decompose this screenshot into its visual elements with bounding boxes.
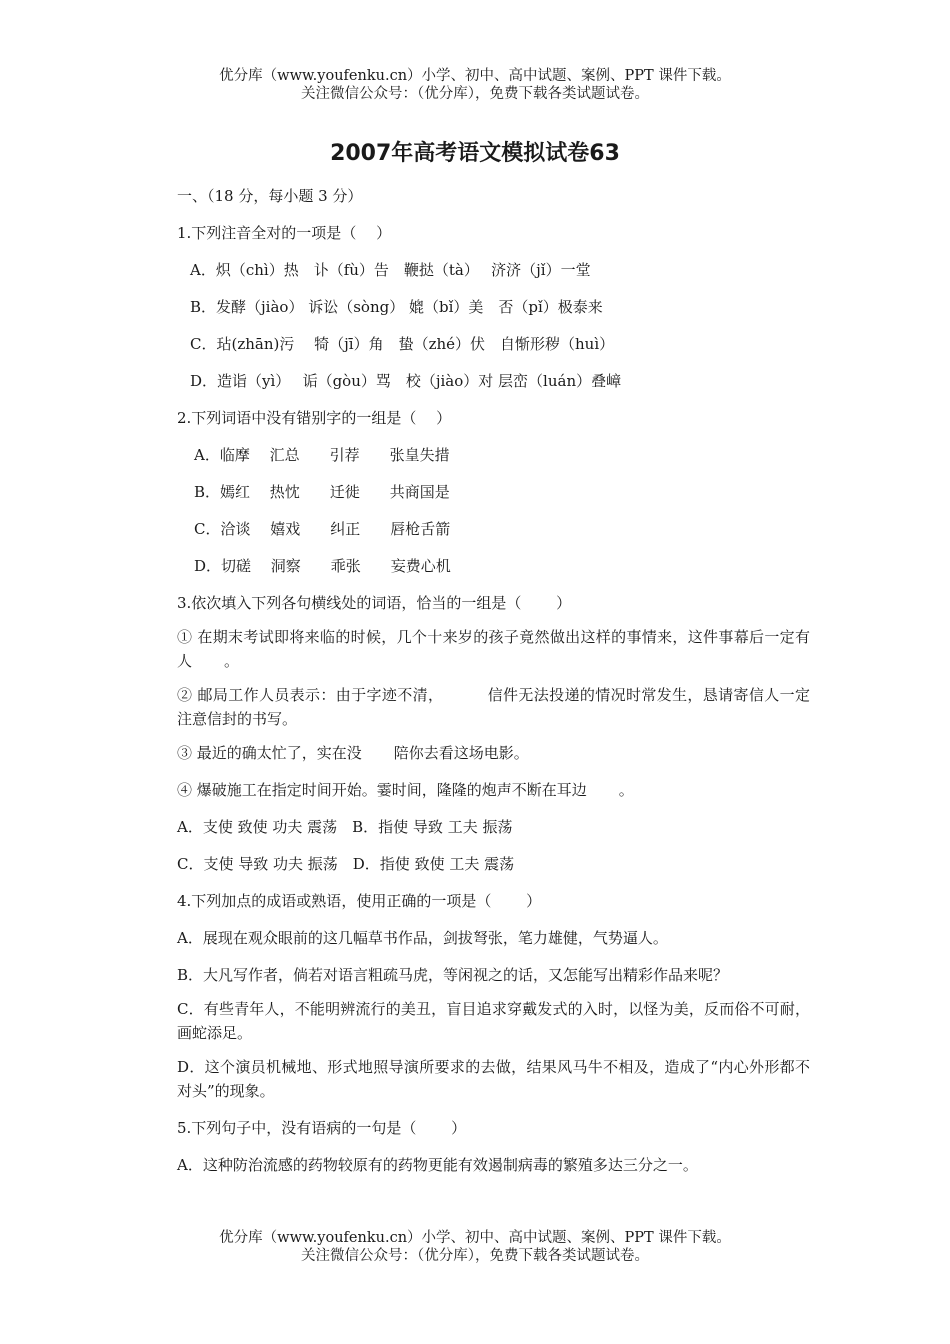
q2-stem: 2.下列词语中没有错别字的一组是（ ）: [177, 409, 452, 427]
q1-option-b: B．发酵（jiào） 诉讼（sòng） 媲（bǐ）美 否（pǐ）极泰来: [190, 298, 603, 316]
q4-option-d: D．这个演员机械地、形式地照导演所要求的去做，结果风马牛不相及，造成了“内心外形都不对头”的现象。: [177, 1058, 810, 1100]
header-line-1: 优分库（www.youfenku.cn）小学、初中、高中试题、案例、PPT 课件下载。: [219, 68, 731, 84]
q3-sentence-2: [145, 683, 810, 731]
q4-option-a: A．展现在观众眼前的这几幅草书作品，剑拔弩张，笔力雄健，气势逼人。: [177, 929, 668, 947]
q1-option-a: A．炽（chì）热 讣（fù）告 鞭挞（tà） 济济（jǐ）一堂: [190, 261, 591, 279]
q4-option-c: C．有些青年人，不能明辨流行的美丑，盲目追求穿戴发式的入时，以怪为美，反而俗不可耐，画蛇添足。: [177, 1000, 810, 1042]
q3-options-ab: A．支使 致使 功夫 震荡 B．指使 导致 工夫 振荡: [177, 818, 513, 836]
q3-options-cd: C．支使 导致 功夫 振荡 D．指使 致使 工夫 震荡: [177, 855, 515, 873]
q3-sentence-2-end: 信件无法投递的情况时常发生，恳请寄信人一定注意信封的书写。: [177, 686, 810, 728]
q3-sentence-4-end: 。: [618, 781, 634, 799]
page-header: [0, 67, 950, 103]
q3-sentence-4-text: ④ 爆破施工在指定时间开始。霎时间，隆隆的炮声不断在耳边: [177, 781, 587, 799]
q3-sentence-3: [145, 741, 810, 765]
footer-line-1: 优分库（www.youfenku.cn）小学、初中、高中试题、案例、PPT 课件下载。: [219, 1230, 731, 1246]
q3-sentence-1-text: ① 在期末考试即将来临的时候，几个十来岁的孩子竟然做出这样的事情来，这件事幕后一定有人: [177, 628, 810, 670]
q4-option-b: B．大凡写作者，倘若对语言粗疏马虎，等闲视之的话，又怎能写出精彩作品来呢？: [177, 966, 729, 984]
page-footer: [0, 1229, 950, 1265]
q1-option-c: C．玷(zhān)污 犄（jī）角 蛰（zhé）伏 自惭形秽（huì）: [190, 335, 615, 353]
q5-option-a: A．这种防治流感的药物较原有的药物更能有效遏制病毒的繁殖多达三分之一。: [177, 1156, 698, 1174]
q1-option-d: D．造诣（yì） 诟（gòu）骂 校（jiào）对 层峦（luán）叠嶂: [190, 372, 622, 390]
q3-sentence-3-text: ③ 最近的确太忙了，实在没: [177, 744, 362, 762]
q2-option-d: D．切磋 洞察 乖张 妄费心机: [194, 557, 451, 575]
exam-content: [145, 184, 810, 1177]
q1-stem: 1.下列注音全对的一项是（ ）: [177, 224, 392, 242]
section-heading: 一、（18 分，每小题 3 分）: [177, 187, 363, 205]
q5-stem: 5.下列句子中，没有语病的一句是（ ）: [177, 1119, 467, 1137]
header-line-2: 关注微信公众号：（优分库），免费下载各类试题试卷。: [301, 86, 649, 102]
footer-line-2: 关注微信公众号：（优分库），免费下载各类试题试卷。: [301, 1248, 649, 1264]
q3-stem: 3.依次填入下列各句横线处的词语，恰当的一组是（ ）: [177, 594, 572, 612]
q3-sentence-4: [145, 778, 810, 802]
q3-sentence-2-text: ② 邮局工作人员表示：由于字迹不清，: [177, 686, 444, 704]
page-title: 2007年高考语文模拟试卷63: [330, 141, 620, 166]
q3-sentence-1: [145, 625, 810, 673]
q3-sentence-1-end: 。: [224, 652, 240, 670]
q4-stem: 4.下列加点的成语或熟语，使用正确的一项是（ ）: [177, 892, 542, 910]
q2-option-b: B．嫣红 热忱 迁徙 共商国是: [194, 483, 450, 501]
q2-option-c: C．洽谈 嬉戏 纠正 唇枪舌箭: [194, 520, 451, 538]
q3-sentence-3-end: 陪你去看这场电影。: [393, 744, 529, 762]
q2-option-a: A．临摩 汇总 引荐 张皇失措: [194, 446, 450, 464]
